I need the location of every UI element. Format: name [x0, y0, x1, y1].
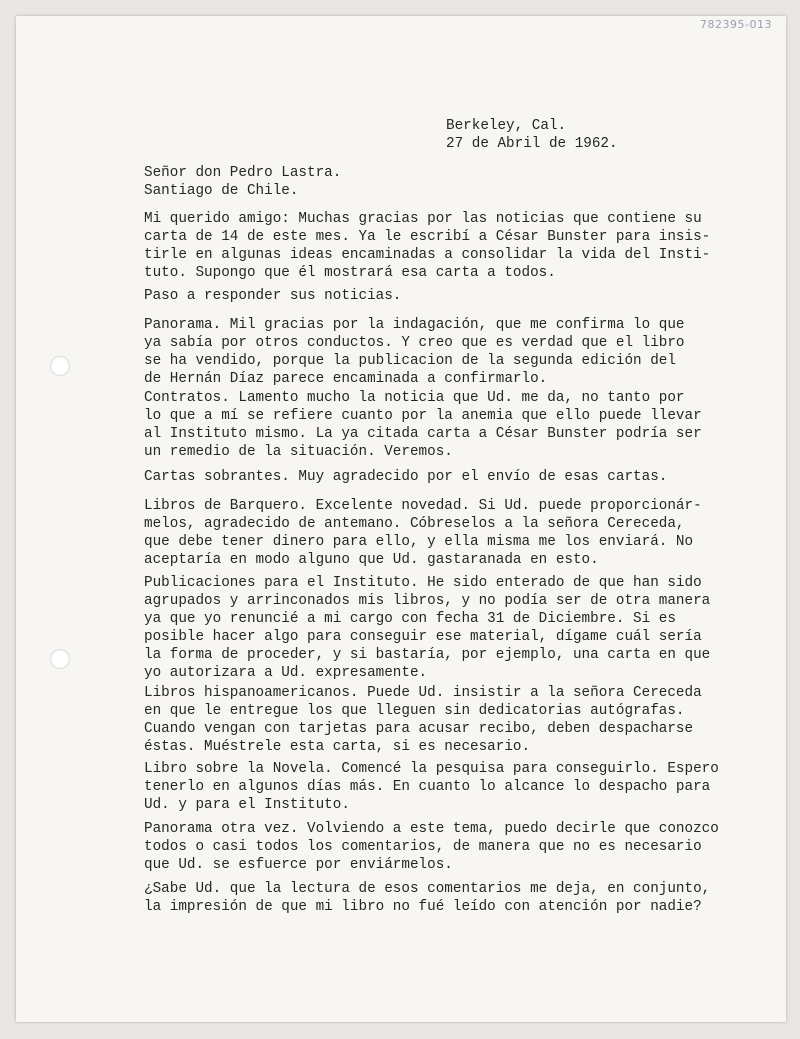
paragraph-contratos [144, 389, 702, 461]
text-line: posible hacer algo para conseguir ese material, dígame cuál sería [144, 629, 702, 645]
paragraph-greeting [144, 210, 710, 282]
text-line: ¿Sabe Ud. que la lectura de esos comentarios me deja, en conjunto, [144, 881, 711, 897]
paragraph-panorama-otra-vez [144, 820, 719, 874]
punch-hole-bottom [50, 649, 70, 669]
text-line: un remedio de la situación. Veremos. [144, 444, 453, 460]
paragraph-sabe-ud [144, 880, 710, 916]
paragraph-libros-barquero [144, 497, 702, 569]
text-line: se ha vendido, porque la publicacion de la segunda edición del [144, 353, 676, 369]
date: 27 de Abril de 1962. [446, 136, 618, 152]
paragraph-intro [144, 287, 401, 305]
text-line: ya que yo renuncié a mi cargo con fecha 31 de Diciembre. Si es [144, 611, 676, 627]
text-line: la forma de proceder, y si bastaría, por ejemplo, una carta en que [144, 647, 711, 663]
text-line: yo autorizara a Ud. expresamente. [144, 665, 428, 681]
paragraph-publicaciones [144, 574, 710, 682]
text-line: en que le entregue los que lleguen sin dedicatorias autógrafas. [144, 703, 685, 719]
text-line: Contratos. Lamento mucho la noticia que Ud. me da, no tanto por [144, 390, 685, 406]
text-line: Cuando vengan con tarjetas para acusar recibo, deben despacharse [144, 721, 694, 737]
text-line: aceptaría en modo alguno que Ud. gastaranada en esto. [144, 552, 599, 568]
text-line: tenerlo en algunos días más. En cuanto lo alcance lo despacho para [144, 779, 711, 795]
text-line: que Ud. se esfuerce por enviármelos. [144, 857, 453, 873]
text-line: Cartas sobrantes. Muy agradecido por el envío de esas cartas. [144, 469, 668, 485]
punch-hole-top [50, 356, 70, 376]
text-line: la impresión de que mi libro no fué leído con atención por nadie? [144, 899, 702, 915]
text-line: Publicaciones para el Instituto. He sido enterado de que han sido [144, 575, 702, 591]
text-line: ya sabía por otros conductos. Y creo que es verdad que el libro [144, 335, 685, 351]
text-line: lo que a mí se refiere cuanto por la anemia que ello puede llevar [144, 408, 702, 424]
letter-page [16, 16, 786, 1022]
text-line: Libros hispanoamericanos. Puede Ud. insistir a la señora Cereceda [144, 685, 702, 701]
recipient-block [144, 164, 341, 200]
archive-id-stamp: 782395-013 [700, 18, 772, 31]
paragraph-libros-hispanoamericanos [144, 684, 702, 756]
paragraph-panorama [144, 316, 685, 388]
paragraph-cartas-sobrantes [144, 468, 667, 486]
text-line: Ud. y para el Instituto. [144, 797, 350, 813]
text-line: carta de 14 de este mes. Ya le escribí a César Bunster para insis- [144, 229, 711, 245]
text-line: Panorama. Mil gracias por la indagación, que me confirma lo que [144, 317, 685, 333]
place-date-block [446, 117, 618, 153]
text-line: tuto. Supongo que él mostrará esa carta a todos. [144, 265, 556, 281]
recipient-name: Señor don Pedro Lastra. [144, 165, 342, 181]
text-line: Libros de Barquero. Excelente novedad. Si Ud. puede proporcionár- [144, 498, 702, 514]
text-line: agrupados y arrinconados mis libros, y no podía ser de otra manera [144, 593, 711, 609]
text-line: éstas. Muéstrele esta carta, si es necesario. [144, 739, 531, 755]
text-line: Paso a responder sus noticias. [144, 288, 402, 304]
paragraph-libro-novela [144, 760, 719, 814]
text-line: todos o casi todos los comentarios, de manera que no es necesario [144, 839, 702, 855]
text-line: al Instituto mismo. La ya citada carta a César Bunster podría ser [144, 426, 702, 442]
text-line: que debe tener dinero para ello, y ella misma me los enviará. No [144, 534, 694, 550]
text-line: Libro sobre la Novela. Comencé la pesquisa para conseguirlo. Espero [144, 761, 719, 777]
recipient-city: Santiago de Chile. [144, 183, 299, 199]
text-line: de Hernán Díaz parece encaminada a confirmarlo. [144, 371, 548, 387]
text-line: Panorama otra vez. Volviendo a este tema, puedo decirle que conozco [144, 821, 719, 837]
place: Berkeley, Cal. [446, 118, 567, 134]
text-line: melos, agradecido de antemano. Cóbreselos a la señora Cereceda, [144, 516, 685, 532]
text-line: tirle en algunas ideas encaminadas a consolidar la vida del Insti- [144, 247, 711, 263]
text-line: Mi querido amigo: Muchas gracias por las noticias que contiene su [144, 211, 702, 227]
